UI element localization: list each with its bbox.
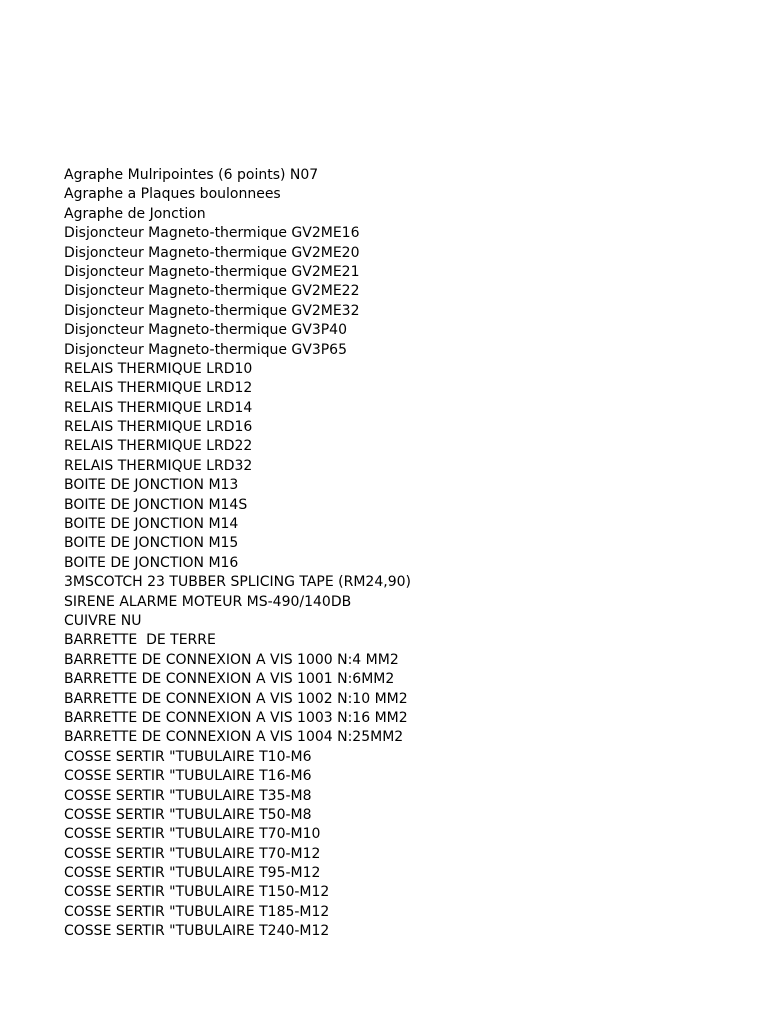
list-item: Disjoncteur Magneto-thermique GV3P40 bbox=[64, 322, 347, 339]
list-item: Disjoncteur Magneto-thermique GV2ME20 bbox=[64, 244, 360, 261]
list-item: CUIVRE NU bbox=[64, 612, 142, 629]
list-item: COSSE SERTIR "TUBULAIRE T35-M8 bbox=[64, 787, 312, 804]
list-item: COSSE SERTIR "TUBULAIRE T16-M6 bbox=[64, 768, 312, 785]
item-list bbox=[64, 166, 411, 942]
list-item: COSSE SERTIR "TUBULAIRE T240-M12 bbox=[64, 923, 330, 940]
list-item: Disjoncteur Magneto-thermique GV2ME21 bbox=[64, 263, 360, 280]
list-item: SIRENE ALARME MOTEUR MS-490/140DB bbox=[64, 593, 352, 610]
list-item: RELAIS THERMIQUE LRD10 bbox=[64, 360, 253, 377]
list-item: RELAIS THERMIQUE LRD14 bbox=[64, 399, 253, 416]
list-item: RELAIS THERMIQUE LRD22 bbox=[64, 438, 253, 455]
list-item: COSSE SERTIR "TUBULAIRE T50-M8 bbox=[64, 806, 312, 823]
list-item: COSSE SERTIR "TUBULAIRE T150-M12 bbox=[64, 884, 330, 901]
list-item: BARRETTE DE TERRE bbox=[64, 632, 216, 649]
list-item: Disjoncteur Magneto-thermique GV3P65 bbox=[64, 341, 347, 358]
list-item: Agraphe a Plaques boulonnees bbox=[64, 186, 281, 203]
list-item: COSSE SERTIR "TUBULAIRE T185-M12 bbox=[64, 903, 330, 920]
list-item: BARRETTE DE CONNEXION A VIS 1000 N:4 MM2 bbox=[64, 651, 399, 668]
list-item: BARRETTE DE CONNEXION A VIS 1004 N:25MM2 bbox=[64, 729, 404, 746]
list-item: RELAIS THERMIQUE LRD16 bbox=[64, 419, 253, 436]
list-item: Agraphe Mulripointes (6 points) N07 bbox=[64, 167, 319, 183]
list-item: BARRETTE DE CONNEXION A VIS 1001 N:6MM2 bbox=[64, 671, 395, 688]
list-item: BOITE DE JONCTION M14S bbox=[64, 496, 248, 513]
list-item: BOITE DE JONCTION M16 bbox=[64, 554, 239, 571]
list-item: RELAIS THERMIQUE LRD32 bbox=[64, 457, 253, 474]
list-item: Agraphe de Jonction bbox=[64, 205, 206, 222]
list-item: BOITE DE JONCTION M14 bbox=[64, 516, 239, 533]
list-item: COSSE SERTIR "TUBULAIRE T70-M12 bbox=[64, 845, 321, 862]
list-item: BOITE DE JONCTION M15 bbox=[64, 535, 239, 552]
list-item: BARRETTE DE CONNEXION A VIS 1002 N:10 MM2 bbox=[64, 690, 408, 707]
list-item: COSSE SERTIR "TUBULAIRE T70-M10 bbox=[64, 826, 321, 843]
list-item: BARRETTE DE CONNEXION A VIS 1003 N:16 MM2 bbox=[64, 709, 408, 726]
list-item: COSSE SERTIR "TUBULAIRE T95-M12 bbox=[64, 865, 321, 882]
list-item: Disjoncteur Magneto-thermique GV2ME32 bbox=[64, 302, 360, 319]
list-item: RELAIS THERMIQUE LRD12 bbox=[64, 380, 253, 397]
list-item: COSSE SERTIR "TUBULAIRE T10-M6 bbox=[64, 748, 312, 765]
list-item: Disjoncteur Magneto-thermique GV2ME16 bbox=[64, 225, 360, 242]
list-item: Disjoncteur Magneto-thermique GV2ME22 bbox=[64, 283, 360, 300]
list-item: 3MSCOTCH 23 TUBBER SPLICING TAPE (RM24,90) bbox=[64, 574, 411, 591]
list-item: BOITE DE JONCTION M13 bbox=[64, 477, 239, 494]
